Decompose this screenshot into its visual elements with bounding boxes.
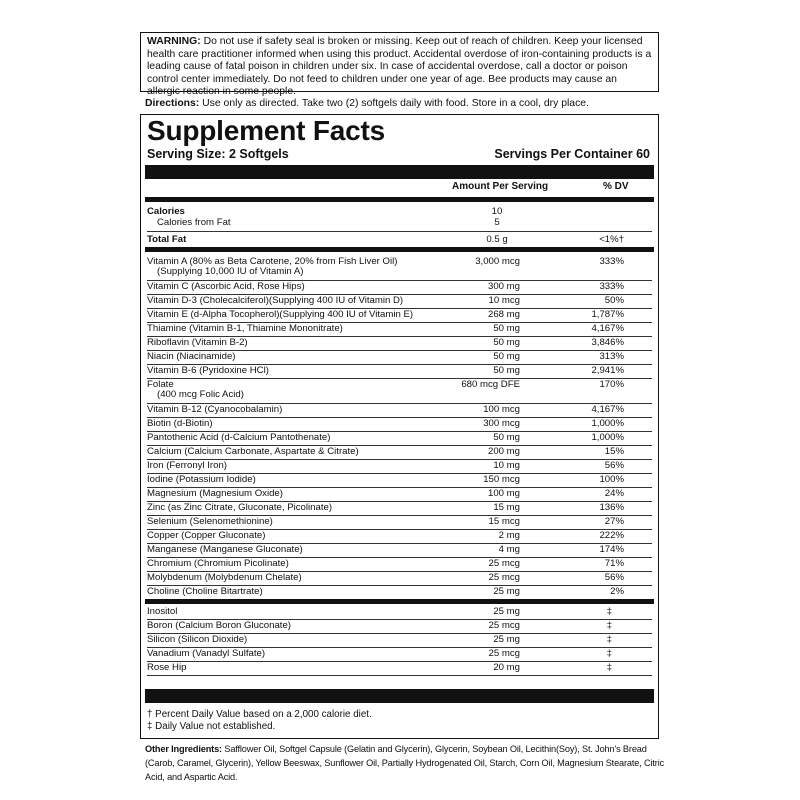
- nutrient-amount: 150 mcg: [483, 474, 520, 485]
- nutrient-amount: 680 mcg DFE: [461, 379, 520, 390]
- nutrient-amount: 300 mg: [488, 281, 520, 292]
- nutrient-name: Niacin (Niacinamide): [147, 351, 236, 362]
- header-divider: [145, 197, 654, 202]
- col-amount-header: Amount Per Serving: [452, 181, 549, 192]
- nutrient-dv: 27%: [604, 516, 624, 527]
- total-fat-name: Total Fat: [147, 234, 187, 245]
- nutrient-name: Copper (Copper Gluconate): [147, 530, 266, 541]
- total-fat-dv: <1%†: [599, 234, 624, 245]
- nutrient-name: Vanadium (Vanadyl Sulfate): [147, 648, 266, 659]
- nutrient-amount: 25 mcg: [488, 558, 520, 569]
- nutrient-dv: 222%: [599, 530, 624, 541]
- servings-per-container: Servings Per Container 60: [494, 147, 650, 161]
- nutrient-dv: 4,167%: [591, 323, 624, 334]
- nutrient-dv: ‡: [606, 620, 612, 631]
- nutrient-name: Calcium (Calcium Carbonate, Aspartate & Citrate): [147, 446, 359, 457]
- nutrient-name: Chromium (Chromium Picolinate): [147, 558, 289, 569]
- warning-box: [140, 32, 659, 98]
- nutrient-amount: 50 mg: [493, 337, 520, 348]
- nutrient-amount: 10 mcg: [488, 295, 520, 306]
- nutrient-dv: 333%: [599, 256, 624, 267]
- nutrient-amount: 15 mcg: [488, 516, 520, 527]
- nutrient-dv: 100%: [599, 474, 624, 485]
- nutrient-amount: 25 mcg: [488, 620, 520, 631]
- nutrient-name: Iodine (Potassium Iodide): [147, 474, 256, 485]
- nutrient-name: Magnesium (Magnesium Oxide): [147, 488, 283, 499]
- warning-label: WARNING:: [147, 36, 201, 47]
- nutrient-dv: 2,941%: [591, 365, 624, 376]
- facts-title: Supplement Facts: [147, 115, 385, 146]
- nutrient-subtext: (Supplying 10,000 IU of Vitamin A): [157, 266, 304, 277]
- nutrient-dv: 333%: [599, 281, 624, 292]
- nutrient-name: Vitamin C (Ascorbic Acid, Rose Hips): [147, 281, 305, 292]
- nutrient-name: Rose Hip: [147, 662, 187, 673]
- nutrient-amount: 50 mg: [493, 432, 520, 443]
- nutrient-dv: 1,787%: [591, 309, 624, 320]
- nutrient-name: Pantothenic Acid (d-Calcium Pantothenate): [147, 432, 331, 443]
- nutrient-subtext: (400 mcg Folic Acid): [157, 389, 244, 400]
- nutrient-name: Manganese (Manganese Gluconate): [147, 544, 303, 555]
- warning-text: Do not use if safety seal is broken or missing. Keep out of reach of children. Keep your licensed health care practitioner informed when using this product. Accidental overdose of iron-containing products is a leading cause of fatal poison in children under six. In case of accidental overdose, call a doctor or poison control center immediately. Do not feed to children under one year of age. Bee products may cause an allergic reaction in some people.: [147, 36, 652, 98]
- nutrient-name: Zinc (as Zinc Citrate, Gluconate, Picolinate): [147, 502, 333, 513]
- nutrient-amount: 25 mg: [493, 634, 520, 645]
- row-divider: [147, 231, 652, 232]
- row-divider: [147, 417, 652, 418]
- nutrient-dv: 170%: [599, 379, 624, 390]
- calories-amount: 10: [491, 206, 503, 217]
- nutrient-name: Boron (Calcium Boron Gluconate): [147, 620, 291, 631]
- nutrient-name: Iron (Ferronyl Iron): [147, 460, 227, 471]
- nutrient-dv: 4,167%: [591, 404, 624, 415]
- nutrient-dv: 1,000%: [591, 418, 624, 429]
- nutrient-name: Silicon (Silicon Dioxide): [147, 634, 248, 645]
- nutrient-name: Molybdenum (Molybdenum Chelate): [147, 572, 302, 583]
- nutrient-dv: ‡: [606, 648, 612, 659]
- nutrient-dv: 2%: [610, 586, 624, 597]
- nutrient-name: Vitamin B-6 (Pyridoxine HCl): [147, 365, 269, 376]
- row-divider: [147, 675, 652, 676]
- nutrient-amount: 25 mcg: [488, 572, 520, 583]
- nutrient-dv: 56%: [604, 572, 624, 583]
- nutrient-amount: 25 mg: [493, 606, 520, 617]
- nutrient-dv: 50%: [604, 295, 624, 306]
- nutrient-name: Inositol: [147, 606, 178, 617]
- calories-fat-name: Calories from Fat: [157, 217, 231, 228]
- nutrient-dv: 24%: [604, 488, 624, 499]
- other-ingredients-text: Safflower Oil, Softgel Capsule (Gelatin and Glycerin), Glycerin, Soybean Oil, Lecithin(Soy), St. John's Bread (Carob, Caramel, Glycerin), Yellow Beeswax, Sunflower Oil, Partially Hydrogenated Oil, Starch, Corn Oil, Magnesium Stearate, Citric Acid, and Aspartic Acid.: [145, 744, 665, 782]
- nutrient-amount: 2 mg: [498, 530, 520, 541]
- directions-label: Directions:: [145, 98, 200, 109]
- nutrient-amount: 4 mg: [498, 544, 520, 555]
- directions-text: Use only as directed. Take two (2) softgels daily with food. Store in a cool, dry place.: [202, 98, 589, 109]
- other-ingredients-label: Other Ingredients:: [145, 744, 222, 754]
- section-divider: [145, 599, 654, 604]
- nutrient-amount: 100 mcg: [483, 404, 520, 415]
- nutrient-amount: 100 mg: [488, 488, 520, 499]
- nutrient-name: Vitamin D-3 (Cholecalciferol)(Supplying 400 IU of Vitamin D): [147, 295, 404, 306]
- nutrient-amount: 25 mg: [493, 586, 520, 597]
- nutrient-amount: 300 mcg: [483, 418, 520, 429]
- nutrient-amount: 268 mg: [488, 309, 520, 320]
- nutrient-dv: 136%: [599, 502, 624, 513]
- nutrient-dv: 174%: [599, 544, 624, 555]
- nutrient-dv: 1,000%: [591, 432, 624, 443]
- footnote-dv: † Percent Daily Value based on a 2,000 calorie diet.: [147, 709, 372, 720]
- other-ingredients: [145, 742, 665, 784]
- nutrient-name: Vitamin A (80% as Beta Carotene, 20% from Fish Liver Oil): [147, 256, 398, 267]
- nutrient-name: Thiamine (Vitamin B-1, Thiamine Mononitrate): [147, 323, 343, 334]
- row-divider: [147, 378, 652, 379]
- col-dv-header: % DV: [603, 181, 629, 192]
- nutrient-dv: ‡: [606, 662, 612, 673]
- row-divider: [147, 661, 652, 662]
- calories-fat-amount: 5: [494, 217, 500, 228]
- nutrient-amount: 200 mg: [488, 446, 520, 457]
- directions: [145, 98, 665, 110]
- nutrient-name: Folate: [147, 379, 174, 390]
- nutrient-name: Biotin (d-Biotin): [147, 418, 213, 429]
- calories-name: Calories: [147, 206, 185, 217]
- nutrient-name: Selenium (Selenomethionine): [147, 516, 273, 527]
- nutrient-amount: 50 mg: [493, 323, 520, 334]
- footer-bar: [145, 689, 654, 703]
- footnote-not-established: ‡ Daily Value not established.: [147, 721, 276, 732]
- nutrient-name: Vitamin E (d-Alpha Tocopherol)(Supplying 400 IU of Vitamin E): [147, 309, 414, 320]
- nutrient-dv: ‡: [606, 634, 612, 645]
- total-fat-amount: 0.5 g: [486, 234, 508, 245]
- fat-divider: [145, 247, 654, 252]
- header-bar: [145, 165, 654, 179]
- nutrient-dv: 71%: [604, 558, 624, 569]
- nutrient-dv: 3,846%: [591, 337, 624, 348]
- nutrient-name: Vitamin B-12 (Cyanocobalamin): [147, 404, 283, 415]
- nutrient-amount: 20 mg: [493, 662, 520, 673]
- nutrient-dv: 313%: [599, 351, 624, 362]
- nutrient-amount: 10 mg: [493, 460, 520, 471]
- nutrient-amount: 50 mg: [493, 351, 520, 362]
- nutrient-dv: 56%: [604, 460, 624, 471]
- nutrient-amount: 25 mcg: [488, 648, 520, 659]
- nutrient-amount: 3,000 mcg: [475, 256, 520, 267]
- nutrient-amount: 15 mg: [493, 502, 520, 513]
- serving-size: Serving Size: 2 Softgels: [147, 147, 289, 161]
- nutrient-name: Choline (Choline Bitartrate): [147, 586, 263, 597]
- nutrient-name: Riboflavin (Vitamin B-2): [147, 337, 248, 348]
- nutrient-dv: ‡: [606, 606, 612, 617]
- supplement-facts-panel: [140, 114, 659, 739]
- nutrient-dv: 15%: [604, 446, 624, 457]
- nutrient-amount: 50 mg: [493, 365, 520, 376]
